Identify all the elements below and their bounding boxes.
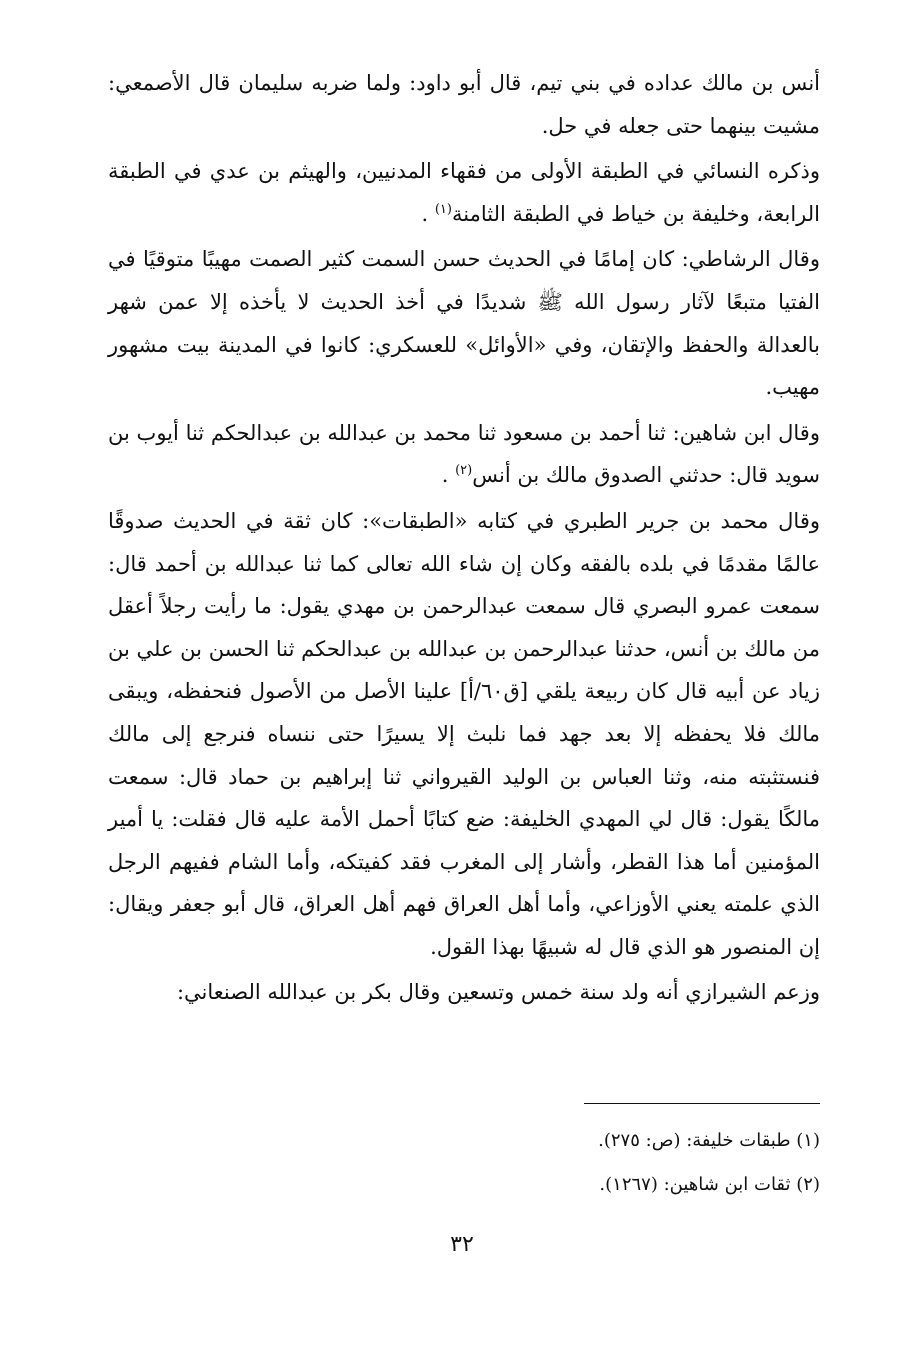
footnote-2: (٢) ثقات ابن شاهين: (١٢٦٧). bbox=[599, 1174, 820, 1195]
footnote-ref-1[interactable]: (١) bbox=[434, 201, 452, 217]
footnote-1: (١) طبقات خليفة: (ص: ٢٧٥). bbox=[598, 1130, 820, 1151]
paragraph-6: وزعم الشيرازي أنه ولد سنة خمس وتسعين وقال بكر بن عبدالله الصنعاني: bbox=[176, 980, 820, 1005]
footnote-divider bbox=[584, 1103, 820, 1104]
paragraph-1: أنس بن مالك عداده في بني تيم، قال أبو داود: ولما ضربه سليمان قال الأصمعي: مشيت بينهما حتى جعله في حل. bbox=[108, 71, 820, 138]
paragraph-3: وقال الرشاطي: كان إمامًا في الحديث حسن السمت كثير الصمت مهيبًا متوقيًا في الفتيا متبعًا لآثار رسول الله ﷺ شديدًا في أخذ الحديث لا يأخذه إلا عمن شهر بالعدالة والحفظ والإتقان، وفي «الأوائل» للعسكري: كانوا في المدينة بيت مشهور مهيب. bbox=[108, 247, 820, 400]
footnotes bbox=[108, 1122, 820, 1210]
paragraph-2: وذكره النسائي في الطبقة الأولى من فقهاء المدنيين، والهيثم بن عدي في الطبقة الرابعة، وخليفة بن خياط في الطبقة الثامنة$^{(١)}$ . bbox=[108, 159, 820, 226]
page-number: ٣٢ bbox=[450, 1232, 474, 1257]
paragraph-4: وقال ابن شاهين: ثنا أحمد بن مسعود ثنا محمد بن عبدالله بن عبدالحكم ثنا أيوب بن سويد قال: حدثني الصدوق مالك بن أنس$^{(٢)}$ . bbox=[108, 420, 820, 488]
footnote-ref-2[interactable]: (٢) bbox=[455, 463, 473, 479]
paragraph-5: وقال محمد بن جرير الطبري في كتابه «الطبقات»: كان ثقة في الحديث صدوقًا عالمًا مقدمًا في بلده بالفقه وكان إن شاء الله تعالى كما ثنا عبدالله بن أحمد قال: سمعت عمرو البصري قال سمعت عبدالرحمن بن مهدي يقول: ما رأيت رجلاً أعقل من مالك بن أنس، حدثنا عبدالرحمن بن عبدالله بن عبدالحكم ثنا الحسن بن علي بن زياد عن أبيه قال كان ربيعة يلقي [ق٦٠/أ] علينا الأصل من الأصول فنحفظه، ويبقى مالك فلا يحفظه إلا بعد جهد فما نلبث إلا يسيرًا حتى ننساه فنرجع إلى مالك فنستثبته منه، وثنا العباس بن الوليد القيرواني ثنا إبراهيم بن حماد قال: سمعت مالكًا يقول: قال لي المهدي الخليفة: ضع كتابًا أحمل الأمة عليه قال فقلت: يا أمير المؤمنين أما هذا القطر، وأشار إلى المغرب فقد كفيتكه، وأما الشام ففيهم الرجل الذي علمته يعني الأوزاعي، وأما أهل العراق فهم أهل العراق، قال أبو جعفر ويقال: إن المنصور هو الذي قال له شبيهًا بهذا القول. bbox=[108, 508, 820, 959]
body-text bbox=[108, 62, 820, 1014]
